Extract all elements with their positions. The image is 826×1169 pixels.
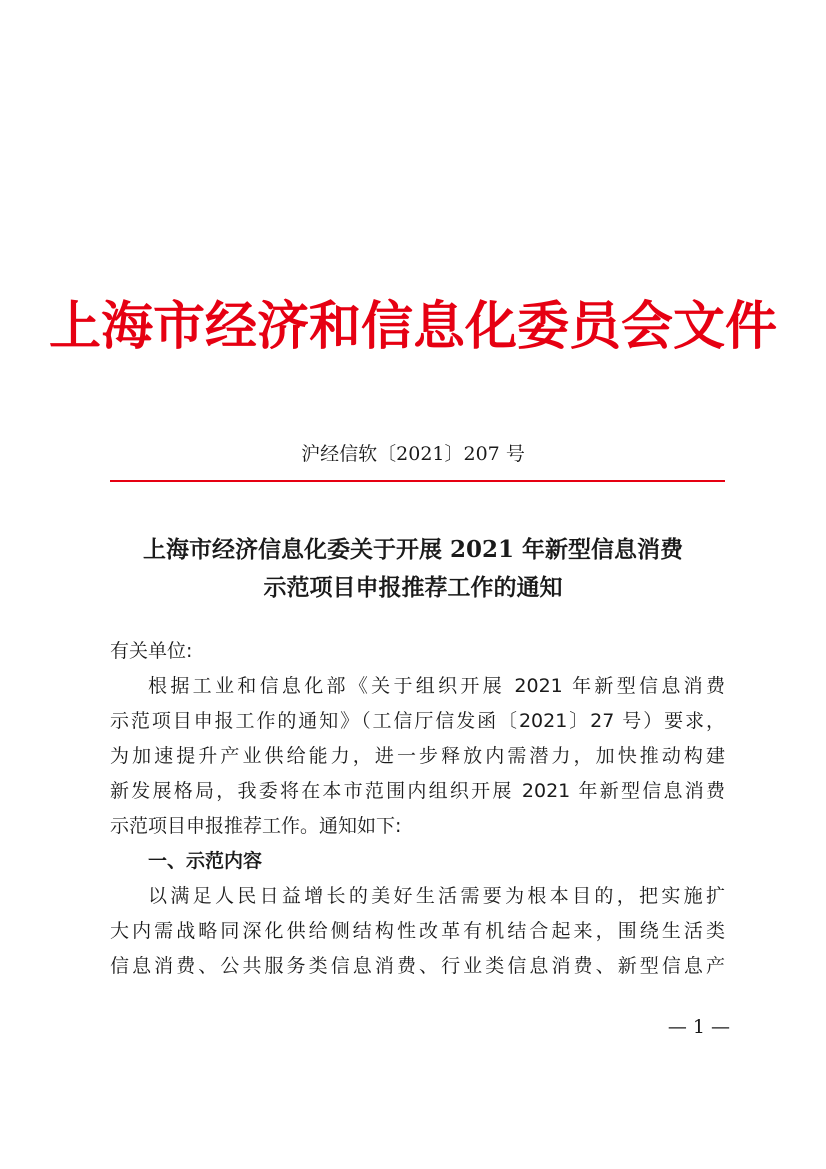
document-title-line-2: 示范项目申报推荐工作的通知 [263,574,563,601]
document-body [110,634,725,984]
paragraph-1-line-4: 新发展格局，我委将在本市范围内组织开展 2021 年新型信息消费 [110,780,725,802]
document-title [0,531,826,607]
paragraph-1-line-3: 为加速提升产业供给能力，进一步释放内需潜力，加快推动构建 [110,745,725,767]
paragraph-2-line-1: 以满足人民日益增长的美好生活需要为根本目的，把实施扩 [148,885,725,907]
section-1-heading: 一、示范内容 [148,850,263,872]
red-divider-line [110,480,725,482]
document-title-line-1: 上海市经济信息化委关于开展 2021 年新型信息消费 [142,536,684,563]
paragraph-2-line-3: 信息消费、公共服务类信息消费、行业类信息消费、新型信息产 [110,955,725,977]
document-number: 沪经信软〔2021〕207 号 [301,443,525,465]
masthead-title: 上海市经济和信息化委员会文件 [48,296,777,357]
paragraph-2-line-2: 大内需战略同深化供给侧结构性改革有机结合起来，围绕生活类 [110,920,725,942]
page-number: — 1 — [667,1016,730,1038]
salutation: 有关单位: [110,640,193,662]
paragraph-1-line-1: 根据工业和信息化部《关于组织开展 2021 年新型信息消费 [148,675,725,697]
paragraph-1-line-5: 示范项目申报推荐工作。通知如下: [110,815,402,837]
paragraph-1-line-2: 示范项目申报工作的通知》（工信厅信发函〔2021〕27 号）要求， [110,710,725,732]
